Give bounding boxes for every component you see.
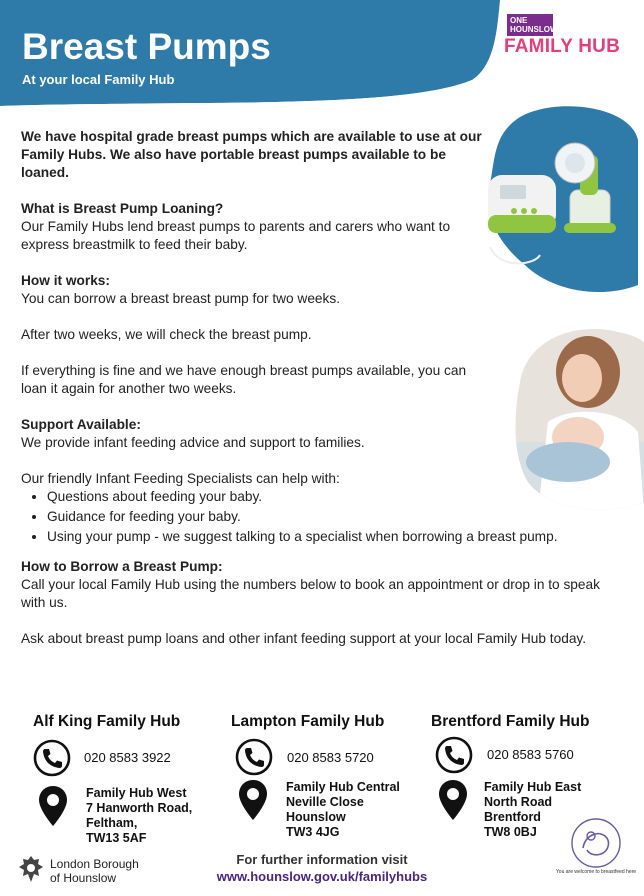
location-pin-icon	[38, 785, 68, 827]
phone-icon	[435, 736, 473, 774]
address-line: Family Hub East	[484, 780, 582, 794]
intro-text: We have hospital grade breast pumps which are available to use at our Family Hubs. We also have portable breast pumps available to be loaned.	[21, 129, 482, 180]
loaning-text: Our Family Hubs lend breast pumps to parents and carers who want to express breastmilk to feed their baby.	[21, 219, 451, 252]
hub-name: Alf King Family Hub	[33, 713, 181, 730]
breastfeeding-welcome-badge	[555, 816, 637, 878]
logo-one-hounslow: ONE HOUNSLOW	[507, 14, 553, 36]
council-name-line: London Borough	[50, 857, 139, 871]
address-line: TW13 5AF	[86, 831, 147, 845]
section-heading-borrow: How to Borrow a Breast Pump:	[21, 559, 223, 574]
badge-text: You are welcome to breastfeed here	[555, 869, 637, 875]
footer-info-label: For further information visit	[236, 852, 408, 867]
section-heading-how: How it works:	[21, 273, 110, 288]
address-line: TW3 4JG	[286, 825, 340, 839]
hub-phone-brentford[interactable]: 020 8583 5760	[487, 747, 574, 762]
page-subtitle: At your local Family Hub	[22, 72, 175, 87]
address-line: TW8 0BJ	[484, 825, 537, 839]
support-text-1: We provide infant feeding advice and support to families.	[21, 435, 365, 450]
support-list	[21, 488, 611, 546]
list-item: • Guidance for feeding your baby.	[47, 508, 611, 526]
hub-address-alf-king	[86, 786, 192, 846]
hub-name: Lampton Family Hub	[231, 713, 385, 730]
address-line: Hounslow	[286, 810, 346, 824]
council-name-line: of Hounslow	[50, 871, 117, 885]
address-line: Feltham,	[86, 816, 138, 830]
section-heading-loaning: What is Breast Pump Loaning?	[21, 201, 224, 216]
how-text-3: If everything is fine and we have enough breast pumps available, you can loan it again for another two weeks.	[21, 363, 467, 396]
hub-phone-alf-king[interactable]: 020 8583 3922	[84, 750, 171, 765]
address-line: 7 Hanworth Road,	[86, 801, 193, 815]
hub-name: Brentford Family Hub	[431, 713, 590, 730]
hub-phone-lampton[interactable]: 020 8583 5720	[287, 750, 374, 765]
main-content	[21, 128, 611, 648]
how-text-1: You can borrow a breast breast pump for two weeks.	[21, 291, 341, 306]
support-text-2: Our friendly Infant Feeding Specialists can help with:	[21, 471, 340, 486]
address-line: North Road	[484, 795, 553, 809]
list-item: • Questions about feeding your baby.	[47, 488, 611, 506]
hub-lampton	[231, 713, 384, 731]
hub-alf-king	[33, 713, 180, 731]
hub-brentford	[431, 713, 589, 731]
list-item: • Using your pump - we suggest talking to a specialist when borrowing a breast pump.	[47, 528, 611, 546]
address-line: Neville Close	[286, 795, 364, 809]
hub-address-lampton	[286, 780, 400, 840]
section-heading-support: Support Available:	[21, 417, 141, 432]
address-line: Brentford	[484, 810, 541, 824]
location-pin-icon	[238, 779, 268, 821]
address-line: Family Hub West	[86, 786, 187, 800]
phone-icon	[33, 739, 71, 777]
page-title: Breast Pumps	[22, 26, 271, 67]
location-pin-icon	[438, 779, 468, 821]
borrow-text-1: Call your local Family Hub using the numbers below to book an appointment or drop in to speak with us.	[21, 577, 600, 610]
logo-family-hub: FAMILY HUB	[504, 36, 621, 57]
phone-icon	[235, 738, 273, 776]
address-line: Family Hub Central	[286, 780, 400, 794]
footer-url-link[interactable]: www.hounslow.gov.uk/familyhubs	[216, 869, 428, 884]
how-text-2: After two weeks, we will check the breast pump.	[21, 327, 312, 342]
borrow-text-2: Ask about breast pump loans and other infant feeding support at your local Family Hub today.	[21, 631, 587, 646]
